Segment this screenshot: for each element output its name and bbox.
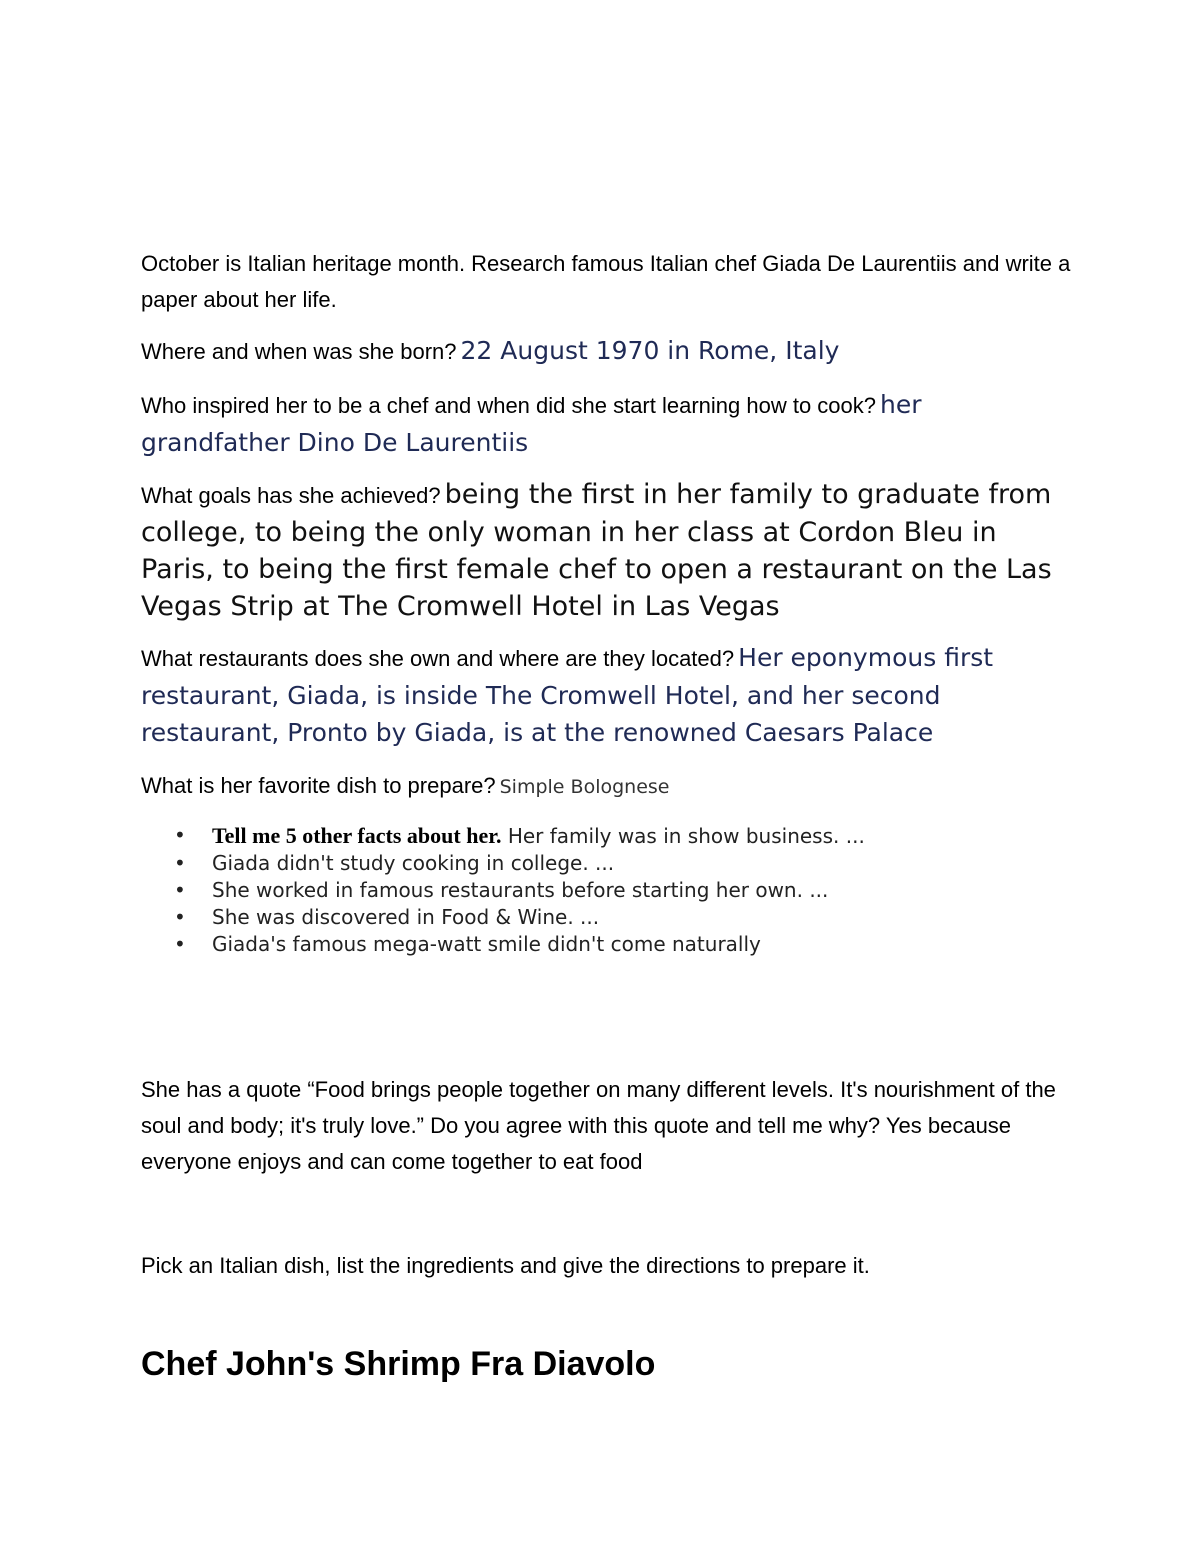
favorite-question: What is her favorite dish to prepare? [141,773,496,798]
bullet-icon: • [174,878,186,902]
bullet-icon: • [174,823,186,847]
list-item [141,822,1071,850]
inspired-answer: her grandfather Dino De Laurentiis [141,390,922,457]
favorite-answer: Simple Bolognese [499,776,670,798]
list-item [141,877,1071,904]
list-item [141,850,1071,877]
restaurants-question: What restaurants does she own and where are they located? [141,646,735,671]
fact-text: She worked in famous restaurants before starting her own. ... [212,878,829,902]
born-paragraph [141,332,1071,370]
born-question: Where and when was she born? [141,339,457,364]
goals-paragraph [141,476,1071,625]
fact-text: She was discovered in Food & Wine. ... [212,905,600,929]
recipe-title: Chef John's Shrimp Fra Diavolo [141,1345,656,1383]
list-item [141,931,1071,958]
inspired-paragraph [141,386,1071,461]
dish-prompt: Pick an Italian dish, list the ingredients and give the directions to prepare it. [141,1253,870,1278]
born-answer: 22 August 1970 in Rome, Italy [460,336,840,365]
intro-paragraph: October is Italian heritage month. Research famous Italian chef Giada De Laurentiis and write a paper about her life. [141,251,1071,312]
bullet-icon: • [174,932,186,956]
bullet-icon: • [174,851,186,875]
bullet-icon: • [174,905,186,929]
quote-paragraph: She has a quote “Food brings people together on many different levels. It's nourishment of the soul and body; it's truly love.” Do you agree with this quote and tell me why? Yes because everyone enjoys and can come together to eat food [141,1077,1056,1174]
fact-text: Giada didn't study cooking in college. ... [212,851,615,875]
facts-lead: Tell me 5 other facts about her. [212,823,502,848]
facts-list [141,822,1071,958]
fact-text: Her family was in show business. ... [507,824,865,848]
goals-answer: being the first in her family to graduate from college, to being the only woman in her class at Cordon Bleu in Paris, to being the first female chef to open a restaurant on the Las Vegas Strip at The Cromwell Hotel in Las Vegas [141,479,1052,622]
goals-question: What goals has she achieved? [141,483,441,508]
list-item [141,904,1071,931]
restaurants-answer: Her eponymous first restaurant, Giada, is inside The Cromwell Hotel, and her second restaurant, Pronto by Giada, is at the renowned Caesars Palace [141,643,994,747]
restaurants-paragraph [141,639,1071,751]
inspired-question: Who inspired her to be a chef and when did she start learning how to cook? [141,393,877,418]
fact-text: Giada's famous mega-watt smile didn't come naturally [212,932,761,956]
favorite-paragraph [141,768,1071,804]
